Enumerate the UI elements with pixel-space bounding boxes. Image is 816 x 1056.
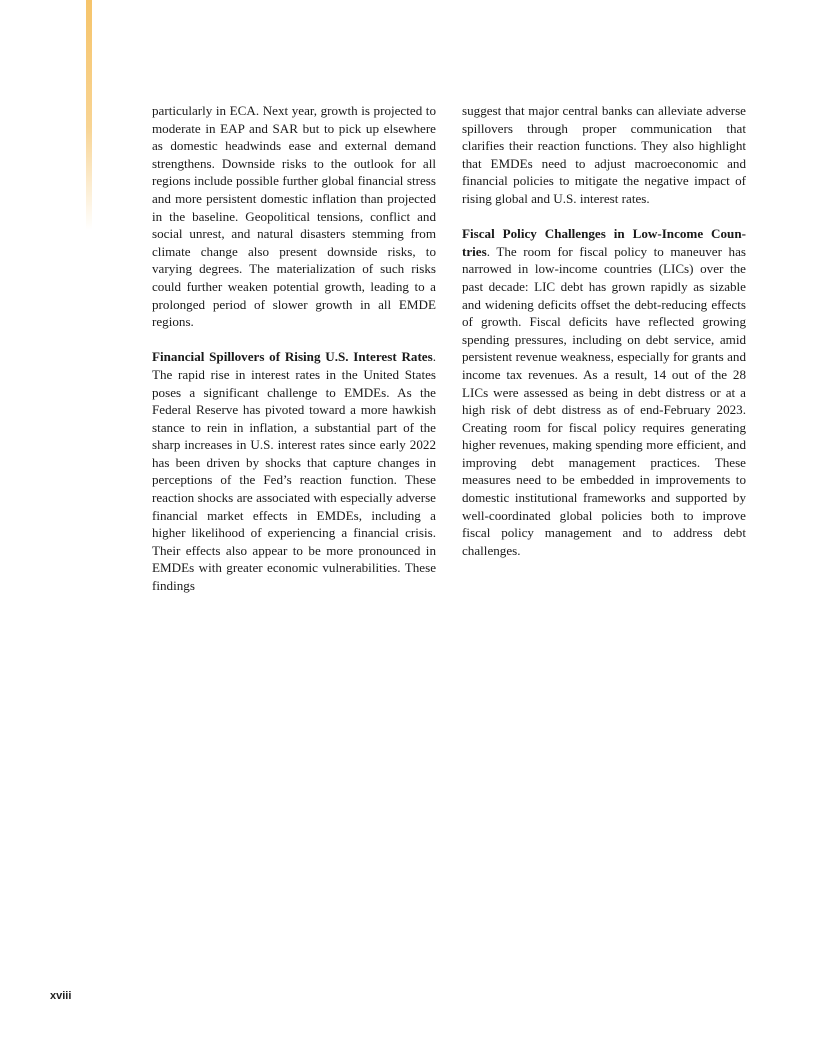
fiscal-policy-paragraph — [462, 225, 746, 559]
intro-paragraph: particularly in ECA. Next year, growth is projected to moderate in EAP and SAR but to pick up elsewhere as domestic headwinds ease and external demand strengthens. Downside risks to the outlook for all regions include possible further global financial stress and more persistent domestic inflation than projected in the baseline. Geopolitical tensions, conflict and social unrest, and natural disasters stemming from climate change also present downside risks, to varying degrees. The materialization of such risks could further weaken potential growth, leading to a prolonged period of slower growth in all EMDE regions. — [152, 103, 436, 330]
right-column — [462, 102, 746, 559]
fiscal-policy-body: . The room for fiscal policy to maneuver has narrowed in low-income countries (LICs) over the past decade: LIC debt has grown rapidly as sizable and widening deficits offset the debt-reducing effects of growth. Fiscal deficits have reflected growing spending pressures, including on debt service, amid persistent revenue weakness, especially for grants and income tax revenues. As a result, 14 out of the 28 LICs were assessed as being in debt distress or at a high risk of debt distress as of end-February 2023. Creating room for fiscal policy requires generating higher revenues, making spending more efficient, and improving debt management practices. These measures need to be embedded in improvements to domestic institutional frameworks and supported by well-coordinated global policies both to improve fiscal policy management and to address debt challenges. — [462, 243, 746, 558]
financial-spillovers-heading: Financial Spillovers of Rising U.S. Interest Rates — [152, 349, 433, 365]
fiscal-policy-heading: Fiscal Policy Challenges in Low-Income Countries — [462, 226, 746, 259]
accent-bar — [86, 0, 92, 230]
financial-spillovers-paragraph — [152, 348, 436, 594]
financial-spillovers-body: . The rapid rise in interest rates in the United States poses a significant challenge to EMDEs. As the Federal Reserve has pivoted toward a more hawkish stance to rein in inflation, a substantial part of the sharp increases in U.S. interest rates since early 2022 has been driven by shocks that capture changes in perceptions of the Fed’s reaction function. These reaction shocks are associated with especially adverse financial market effects in EMDEs, including a higher likelihood of experiencing a financial crisis. Their effects also appear to be more pronounced in EMDEs with greater economic vulnerabilities. These findings — [152, 349, 436, 594]
left-column — [152, 102, 436, 595]
page-number: xviii — [50, 990, 72, 1002]
continuation-paragraph: suggest that major central banks can alleviate adverse spillovers through proper communication that clarifies their reaction functions. They also highlight that EMDEs need to adjust macroeconomic and financial policies to mitigate the negative impact of rising global and U.S. interest rates. — [462, 103, 746, 206]
